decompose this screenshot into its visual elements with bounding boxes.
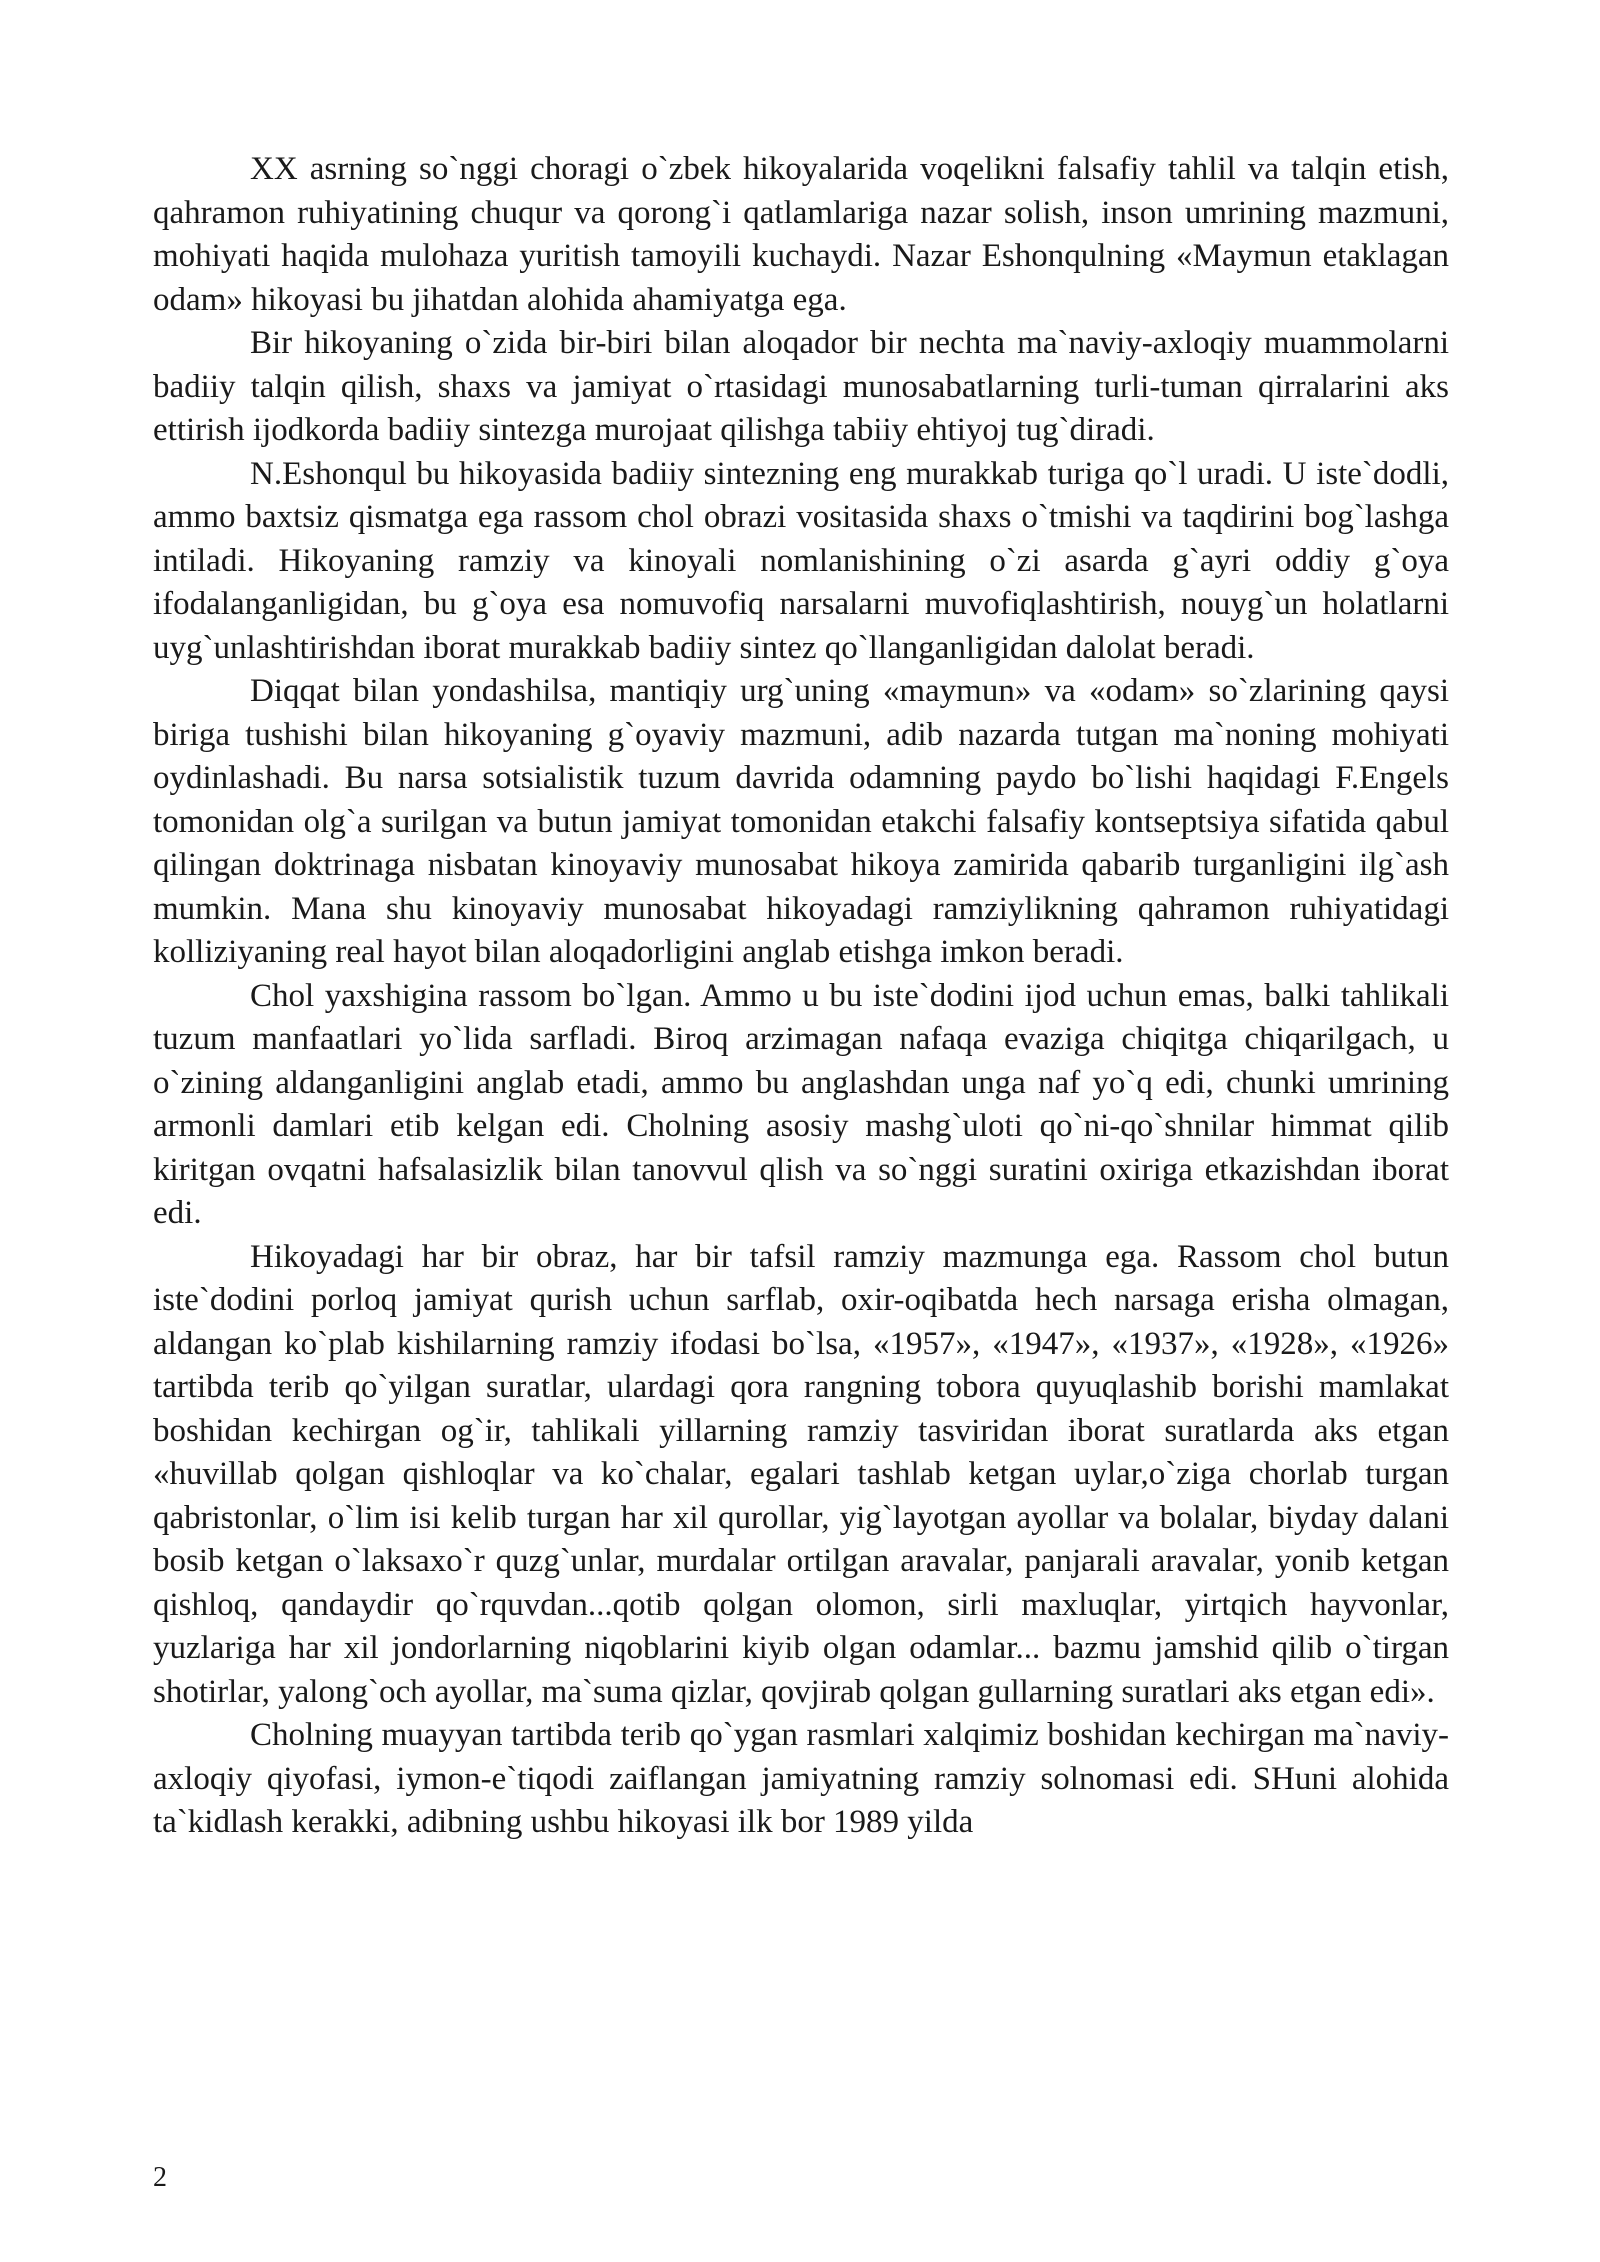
document-body [153,148,1449,1845]
paragraph-7: Cholning muayyan tartibda terib qo`ygan rasmlari xalqimiz boshidan kechirgan ma`naviy-axloqiy qiyofasi, iymon-e`tiqodi zaiflangan jamiyatning ramziy solnomasi edi. SHuni alohida ta`kidlash kerakki, adibning ushbu hikoyasi ilk bor 1989 yilda [153,1717,1449,1840]
paragraph-3: N.Eshonqul bu hikoyasida badiiy sintezning eng murakkab turiga qo`l uradi. U iste`dodli, ammo baxtsiz qismatga ega rassom chol obrazi vositasida shaxs o`tmishi va taqdirini bog`lashga intiladi. Hikoyaning ramziy va kinoyali nomlanishining o`zi asarda g`ayri oddiy g`oya ifodalanganligidan, bu g`oya esa nomuvofiq narsalarni muvofiqlashtirish, nouyg`un holatlarni uyg`unlashtirishdan iborat murakkab badiiy sintez qo`llanganligidan dalolat beradi. [153,455,1449,666]
paragraph-5: Chol yaxshigina rassom bo`lgan. Ammo u bu iste`dodini ijod uchun emas, balki tahlikali tuzum manfaatlari yo`lida sarfladi. Biroq arzimagan nafaqa evaziga chiqitga chiqarilgach, u o`zining aldanganligini anglab etadi, ammo bu anglashdan unga naf yo`q edi, chunki umrining armonli damlari etib kelgan edi. Cholning asosiy mashg`uloti qo`ni-qo`shnilar himmat qilib kiritgan ovqatni hafsalasizlik bilan tanovvul qlish va so`nggi suratini oxiriga etkazishdan iborat edi. [153,977,1449,1231]
page-number: 2 [153,2162,167,2193]
paragraph-1: XX asrning so`nggi choragi o`zbek hikoyalarida voqelikni falsafiy tahlil va talqin etish, qahramon ruhiyatining chuqur va qorong`i qatlamlariga nazar solish, inson umrining mazmuni, mohiyati haqida mulohaza yuritish tamoyili kuchaydi. Nazar Eshonqulning «Maymun etaklagan odam» hikoyasi bu jihatdan alohida ahamiyatga ega. [153,151,1449,318]
paragraph-4: Diqqat bilan yondashilsa, mantiqiy urg`uning «maymun» va «odam» so`zlarining qaysi biriga tushishi bilan hikoyaning g`oyaviy mazmuni, adib nazarda tutgan ma`noning mohiyati oydinlashadi. Bu narsa sotsialistik tuzum davrida odamning paydo bo`lishi haqidagi F.Engels tomonidan olg`a surilgan va butun jamiyat tomonidan etakchi falsafiy kontseptsiya sifatida qabul qilingan doktrinaga nisbatan kinoyaviy munosabat hikoya zamirida qabarib turganligini ilg`ash mumkin. Mana shu kinoyaviy munosabat hikoyadagi ramziylikning qahramon ruhiyatidagi kolliziyaning real hayot bilan aloqadorligini anglab etishga imkon beradi. [153,673,1449,970]
paragraph-6: Hikoyadagi har bir obraz, har bir tafsil ramziy mazmunga ega. Rassom chol butun iste`dodini porloq jamiyat qurish uchun sarflab, oxir-oqibatda hech narsaga erisha olmagan, aldangan ko`plab kishilarning ramziy ifodasi bo`lsa, «1957», «1947», «1937», «1928», «1926» tartibda terib qo`yilgan suratlar, ulardagi qora rangning tobora quyuqlashib borishi mamlakat boshidan kechirgan og`ir, tahlikali yillarning ramziy tasviridan iborat suratlarda aks etgan «huvillab qolgan qishloqlar va ko`chalar, egalari tashlab ketgan uylar,o`ziga chorlab turgan qabristonlar, o`lim isi kelib turgan har xil qurollar, yig`layotgan ayollar va bolalar, biyday dalani bosib ketgan o`laksaxo`r quzg`unlar, murdalar ortilgan aravalar, panjarali aravalar, yonib ketgan qishloq, qandaydir qo`rquvdan...qotib qolgan olomon, sirli maxluqlar, yirtqich hayvonlar, yuzlariga har xil jondorlarning niqoblarini kiyib olgan odamlar... bazmu jamshid qilib o`tirgan shotirlar, yalong`och ayollar, ma`suma qizlar, qovjirab qolgan gullarning suratlari aks etgan edi». [153,1238,1449,1710]
paragraph-2: Bir hikoyaning o`zida bir-biri bilan aloqador bir nechta ma`naviy-axloqiy muammolarni badiiy talqin qilish, shaxs va jamiyat o`rtasidagi munosabatlarning turli-tuman qirralarini aks ettirish ijodkorda badiiy sintezga murojaat qilishga tabiiy ehtiyoj tug`diradi. [153,325,1449,448]
